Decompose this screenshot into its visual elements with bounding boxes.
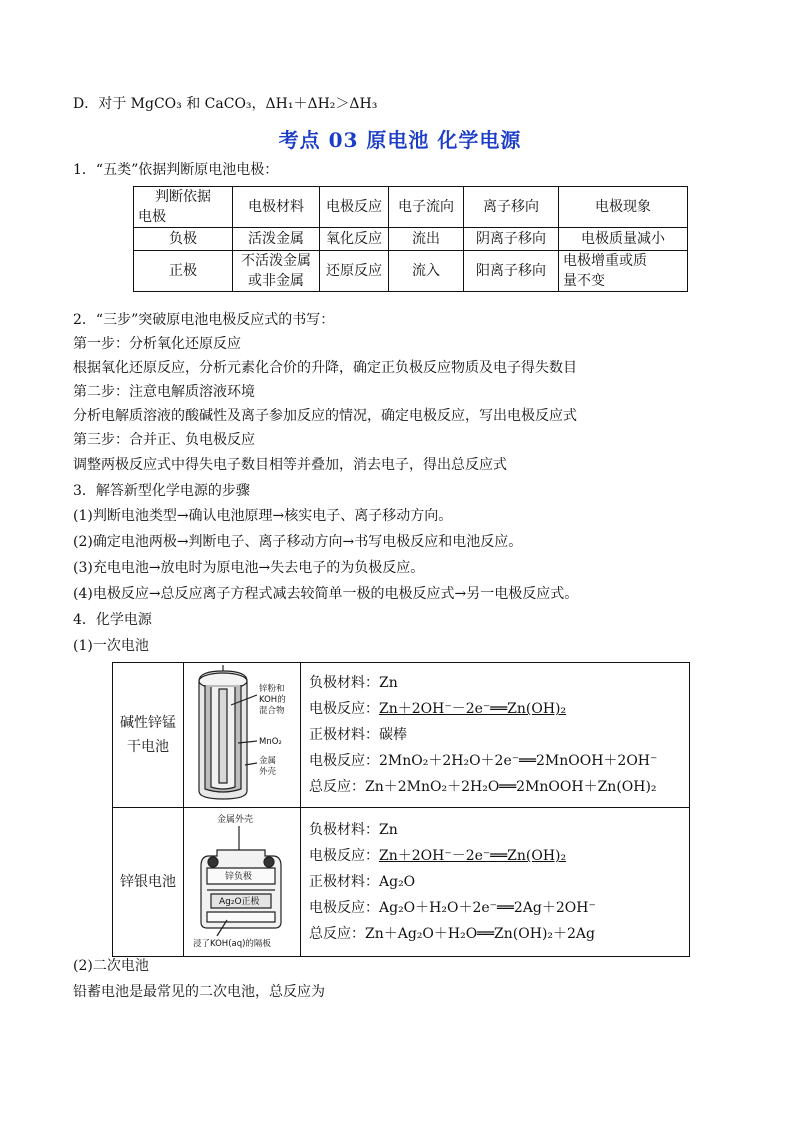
neg-reaction [309, 843, 681, 869]
fig-label: 外壳 [259, 767, 277, 777]
alkaline-battery-diagram [187, 665, 297, 801]
header-line: 判断依据 [155, 189, 211, 205]
item-3-line: (3)充电电池→放电时为原电池→失去电子的为负极反应。 [73, 560, 425, 576]
neg-reaction-label: 电极反应： [309, 848, 379, 864]
item-3-line: (2)确定电池两极→判断电子、离子移动方向→书写电极反应和电池反应。 [73, 534, 523, 550]
header-cell: 电极现象 [559, 187, 688, 228]
cell-line: 不活泼金属 [241, 253, 311, 269]
item-1: 1．“五类”依据判断原电池电极： [73, 162, 279, 178]
battery-figure-cell [184, 808, 301, 957]
fig-label: 锌粉和 [259, 684, 285, 694]
cell-line: 或非金属 [248, 273, 304, 289]
table-row [134, 251, 688, 292]
item-2: 2．“三步”突破原电池电极反应式的书写： [73, 312, 335, 328]
battery-name-cell [113, 663, 184, 808]
header-line: 电极 [138, 209, 166, 225]
battery-row [113, 663, 690, 808]
header-cell [134, 187, 233, 228]
pos-material: 正极材料：Ag₂O [309, 874, 416, 890]
pos-material: 正极材料：碳棒 [309, 727, 407, 743]
sub-heading-1: (1)一次电池 [73, 638, 149, 654]
table-cell: 流出 [389, 228, 464, 251]
battery-name-line: 干电池 [127, 739, 169, 755]
cell-line: 量不变 [563, 273, 605, 289]
table-cell: 还原反应 [320, 251, 389, 292]
battery-table [112, 662, 690, 957]
option-d: D．对于 MgCO₃ 和 CaCO₃，ΔH₁＋ΔH₂＞ΔH₃ [73, 96, 378, 112]
fig-label: 金属外壳 [217, 815, 254, 825]
fig-label: 金属 [259, 756, 277, 766]
item-4: 4．化学电源 [73, 612, 152, 628]
neg-reaction [309, 696, 681, 722]
neg-reaction-eq: Zn＋2OH⁻－2e⁻══Zn(OH)₂ [379, 701, 567, 717]
header-cell: 电极材料 [233, 187, 320, 228]
neg-material: 负极材料：Zn [309, 675, 398, 691]
item-3-line: (4)电极反应→总反应离子方程式减去较简单一极的电极反应式→另一电极反应式。 [73, 586, 579, 602]
cell-line: 电极增重或质 [563, 253, 647, 269]
battery-name-line: 碱性锌锰 [120, 715, 176, 731]
header-cell: 离子移向 [464, 187, 559, 228]
header-cell: 电子流向 [389, 187, 464, 228]
header-cell: 电极反应 [320, 187, 389, 228]
table-cell: 氧化反应 [320, 228, 389, 251]
table-cell: 负极 [134, 228, 233, 251]
item-3: 3．解答新型化学电源的步骤 [73, 483, 250, 499]
total-reaction: 总反应：Zn＋2MnO₂＋2H₂O══2MnOOH＋Zn(OH)₂ [309, 779, 657, 795]
section-title: 考点 03 原电池 化学电源 [278, 128, 522, 152]
battery-info-cell [301, 663, 690, 808]
pos-reaction: 电极反应：2MnO₂＋2H₂O＋2e⁻══2MnOOH＋2OH⁻ [309, 753, 658, 769]
sub-heading-2: (2)二次电池 [73, 958, 149, 974]
table-cell: 活泼金属 [233, 228, 320, 251]
table-cell: 阳离子移向 [464, 251, 559, 292]
step-2-title: 第二步：注意电解质溶液环境 [73, 384, 255, 400]
item-3-line: (1)判断电池类型→确认电池原理→核实电子、离子移动方向。 [73, 508, 453, 524]
battery-row [113, 808, 690, 957]
step-3-text: 调整两极反应式中得失电子数目相等并叠加，消去电子，得出总反应式 [73, 457, 507, 473]
table-header-row [134, 187, 688, 228]
step-1-text: 根据氧化还原反应，分析元素化合价的升降，确定正负极反应物质及电子得失数目 [73, 360, 577, 376]
step-3-title: 第三步：合并正、负电极反应 [73, 432, 255, 448]
fig-label: KOH的 [259, 695, 286, 705]
electrode-table [133, 186, 688, 292]
neg-reaction-label: 电极反应： [309, 701, 379, 717]
battery-name-cell: 锌银电池 [113, 808, 184, 957]
silver-zinc-battery-diagram [187, 810, 297, 950]
fig-label: 锌负极 [225, 872, 253, 882]
table-cell: 阴离子移向 [464, 228, 559, 251]
step-2-text: 分析电解质溶液的酸碱性及离子参加反应的情况，确定电极反应，写出电极反应式 [73, 408, 577, 424]
battery-info-cell [301, 808, 690, 957]
total-reaction: 总反应：Zn＋Ag₂O＋H₂O══Zn(OH)₂＋2Ag [309, 926, 596, 942]
fig-label: 混合物 [259, 706, 285, 716]
fig-label: 浸了KOH(aq)的隔板 [193, 939, 271, 949]
table-cell: 电极质量减小 [559, 228, 688, 251]
table-cell: 正极 [134, 251, 233, 292]
fig-label: MnO₂ [259, 737, 282, 747]
pos-reaction: 电极反应：Ag₂O＋H₂O＋2e⁻══2Ag＋2OH⁻ [309, 900, 596, 916]
fig-label: Ag₂O正极 [219, 897, 260, 907]
step-1-title: 第一步：分析氧化还原反应 [73, 336, 241, 352]
last-line: 铅蓄电池是最常见的二次电池，总反应为 [73, 984, 325, 1000]
table-cell: 流入 [389, 251, 464, 292]
table-cell [559, 251, 688, 292]
neg-reaction-eq: Zn＋2OH⁻－2e⁻══Zn(OH)₂ [379, 848, 567, 864]
battery-figure-cell [184, 663, 301, 808]
table-row [134, 228, 688, 251]
table-cell [233, 251, 320, 292]
neg-material: 负极材料：Zn [309, 822, 398, 838]
